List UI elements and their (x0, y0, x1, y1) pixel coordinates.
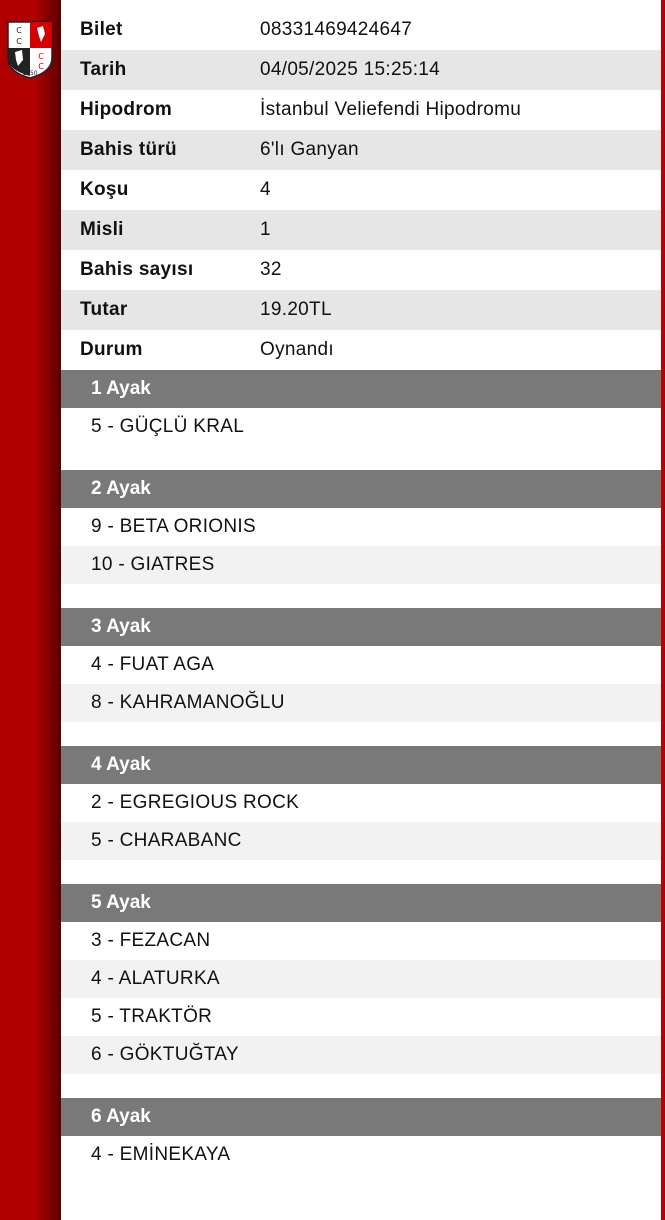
club-shield-logo-icon (5, 20, 55, 80)
ayak-list (61, 370, 661, 1174)
horse-row: 9 - BETA ORIONIS (91, 516, 256, 537)
info-label: Koşu (80, 179, 129, 200)
ayak-block (61, 884, 661, 1074)
ayak-block (61, 370, 661, 446)
info-value: 6'lı Ganyan (260, 139, 359, 160)
info-value: 32 (260, 259, 282, 280)
info-row (61, 130, 661, 170)
horse-row: 4 - EMİNEKAYA (91, 1144, 231, 1165)
horse-row: 5 - CHARABANC (61, 822, 661, 860)
horse-row: 4 - ALATURKA (61, 960, 661, 998)
ayak-header: 2 Ayak (61, 470, 661, 508)
ayak-block (61, 608, 661, 722)
ayak-block (61, 470, 661, 584)
horse-row: 3 - FEZACAN (91, 930, 211, 951)
info-row (61, 330, 661, 370)
info-label: Bahis sayısı (80, 259, 194, 280)
info-label: Hipodrom (80, 99, 173, 120)
info-row (61, 90, 661, 130)
info-label: Tarih (80, 59, 127, 80)
info-row (61, 50, 661, 90)
info-value: 04/05/2025 15:25:14 (260, 59, 441, 80)
info-value: 4 (260, 179, 271, 200)
info-value: 1 (260, 219, 271, 240)
ayak-header: 4 Ayak (61, 746, 661, 784)
ticket-info-table (61, 10, 661, 370)
svg-text:C: C (16, 37, 22, 46)
ayak-header: 6 Ayak (61, 1098, 661, 1136)
right-edge-bar (661, 0, 665, 1220)
horse-row: 4 - FUAT AGA (91, 654, 215, 675)
ayak-block (61, 1098, 661, 1174)
info-label: Bilet (80, 19, 123, 40)
info-row (61, 170, 661, 210)
info-row (61, 290, 661, 330)
info-row (61, 10, 661, 50)
ayak-header: 5 Ayak (61, 884, 661, 922)
ayak-block (61, 746, 661, 860)
info-row (61, 210, 661, 250)
info-label: Bahis türü (80, 139, 177, 160)
section-spacer (61, 446, 661, 470)
horse-row: 5 - TRAKTÖR (91, 1006, 213, 1027)
section-spacer (61, 722, 661, 746)
horse-row: 10 - GIATRES (61, 546, 661, 584)
info-row (61, 250, 661, 290)
info-label: Durum (80, 339, 143, 360)
section-spacer (61, 584, 661, 608)
info-label: Tutar (80, 299, 128, 320)
horse-row: 2 - EGREGIOUS ROCK (91, 792, 300, 813)
horse-row: 5 - GÜÇLÜ KRAL (91, 416, 245, 437)
horse-row: 6 - GÖKTUĞTAY (61, 1036, 661, 1074)
info-value: 19.20TL (260, 299, 332, 320)
info-value: Oynandı (260, 339, 334, 360)
logo-year: 1950 (22, 70, 38, 77)
svg-text:C: C (38, 62, 44, 71)
svg-text:C: C (16, 26, 22, 35)
info-value: 08331469424647 (260, 19, 413, 40)
section-spacer (61, 1074, 661, 1098)
info-value: İstanbul Veliefendi Hipodromu (260, 99, 522, 120)
horse-row: 8 - KAHRAMANOĞLU (61, 684, 661, 722)
ayak-header: 3 Ayak (61, 608, 661, 646)
left-sidebar-bar (0, 0, 61, 1220)
ayak-header: 1 Ayak (61, 370, 661, 408)
section-spacer (61, 860, 661, 884)
svg-text:C: C (38, 52, 44, 61)
info-label: Misli (80, 219, 124, 240)
ticket-detail (61, 10, 661, 1174)
